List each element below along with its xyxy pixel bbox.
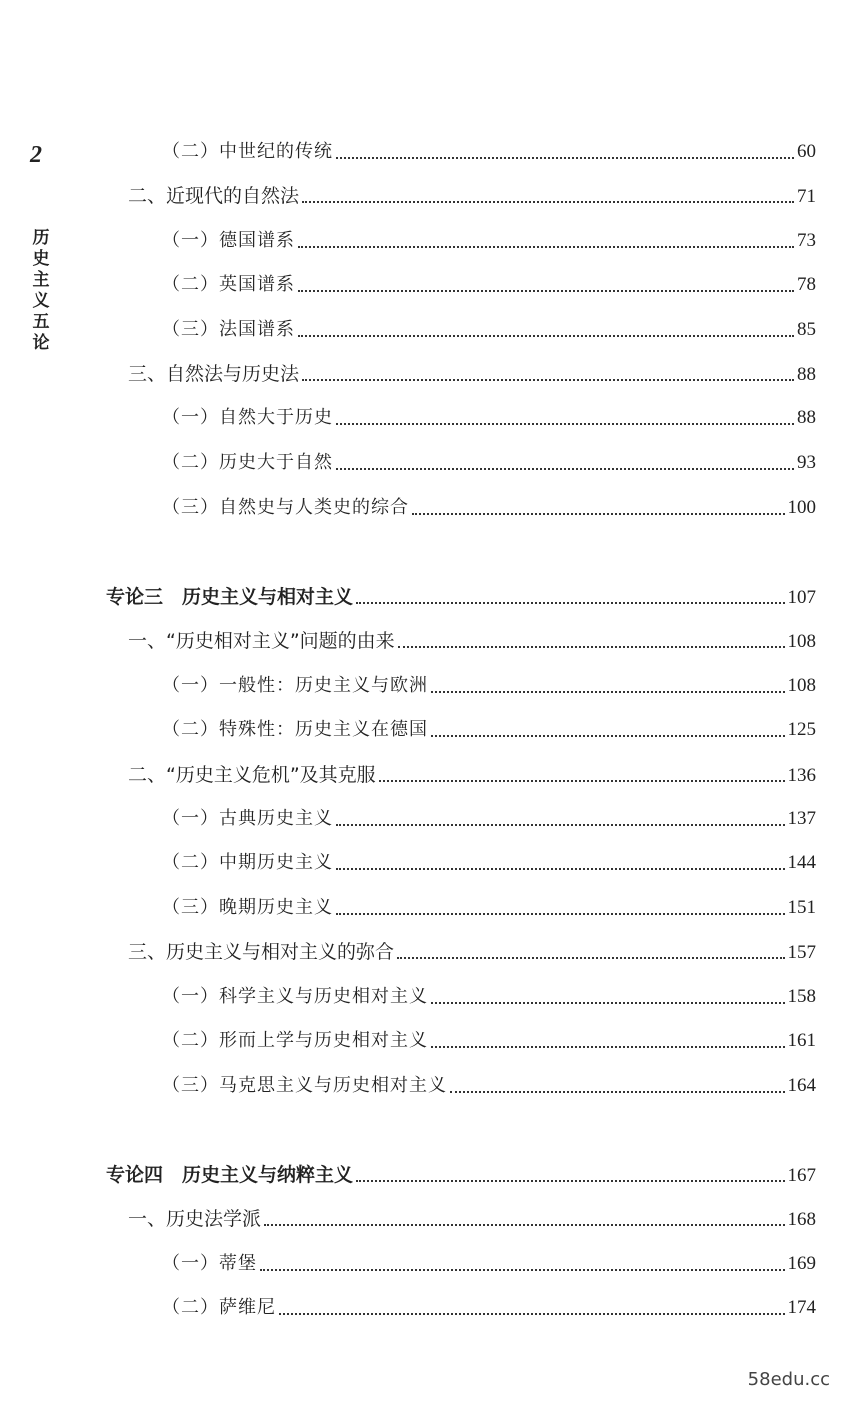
toc-entry-title: 二、近现代的自然法 — [128, 185, 300, 207]
dot-leader — [279, 1312, 785, 1315]
toc-entry-title: 专论四 历史主义与纳粹主义 — [106, 1164, 354, 1186]
toc-entry-title: 专论三 历史主义与相对主义 — [106, 586, 354, 608]
toc-entry-page: 88 — [797, 364, 816, 385]
toc-entry[interactable] — [162, 1071, 816, 1101]
toc-entry[interactable] — [162, 448, 816, 478]
toc-entry[interactable] — [162, 226, 816, 256]
dot-leader — [336, 422, 794, 425]
toc-entry-title: （二）特殊性：历史主义在德国 — [162, 719, 428, 740]
toc-entry[interactable] — [162, 403, 816, 433]
toc-entry-page: 151 — [787, 897, 816, 918]
toc-entry[interactable] — [162, 1249, 816, 1279]
running-title: 历史主义五论 — [32, 228, 50, 353]
toc-entry-title: 一、“历史相对主义”问题的由来 — [128, 630, 395, 652]
dot-leader — [450, 1090, 785, 1093]
toc-entry[interactable] — [162, 137, 816, 167]
toc-entry-title: 三、历史主义与相对主义的弥合 — [128, 941, 395, 963]
toc-entry-page: 60 — [797, 141, 816, 162]
toc-entry[interactable] — [162, 982, 816, 1012]
dot-leader — [431, 1001, 785, 1004]
dot-leader — [356, 1179, 784, 1182]
toc-entry[interactable] — [162, 715, 816, 745]
toc-entry[interactable] — [162, 804, 816, 834]
dot-leader — [412, 512, 785, 515]
toc-entry-title: （一）自然大于历史 — [162, 407, 333, 428]
toc-entry-page: 169 — [787, 1253, 816, 1274]
dot-leader — [298, 245, 794, 248]
dot-leader — [356, 601, 784, 604]
dot-leader — [336, 823, 785, 826]
toc-entry[interactable] — [162, 1293, 816, 1323]
toc-entry[interactable] — [162, 893, 816, 923]
toc-entry[interactable] — [128, 1204, 816, 1234]
toc-entry[interactable] — [128, 626, 816, 656]
dot-leader — [398, 645, 785, 648]
toc-entry-title: （三）自然史与人类史的综合 — [162, 497, 409, 518]
toc-entry-title: （二）中世纪的传统 — [162, 141, 333, 162]
dot-leader — [336, 467, 794, 470]
dot-leader — [336, 867, 785, 870]
toc-entry[interactable] — [128, 181, 816, 211]
toc-entry-title: （一）科学主义与历史相对主义 — [162, 986, 428, 1007]
toc-entry-title: （二）萨维尼 — [162, 1297, 276, 1318]
toc-entry-title: （二）中期历史主义 — [162, 852, 333, 873]
toc-entry-title: （一）德国谱系 — [162, 230, 295, 251]
dot-leader — [302, 200, 794, 203]
toc-entry-title: （二）形而上学与历史相对主义 — [162, 1030, 428, 1051]
toc-entry-title: （二）历史大于自然 — [162, 452, 333, 473]
toc-entry[interactable] — [162, 315, 816, 345]
toc-entry[interactable] — [162, 1026, 816, 1056]
toc-entry[interactable] — [128, 359, 816, 389]
toc-entry-page: 174 — [787, 1297, 816, 1318]
toc-entry-page: 71 — [797, 186, 816, 207]
toc-entry-page: 107 — [787, 587, 816, 608]
dot-leader — [298, 289, 794, 292]
dot-leader — [431, 690, 785, 693]
toc-entry-page: 167 — [787, 1165, 816, 1186]
dot-leader — [431, 734, 785, 737]
toc-entry-page: 161 — [787, 1030, 816, 1051]
toc-entry-page: 108 — [787, 675, 816, 696]
toc-entry[interactable] — [106, 1160, 816, 1190]
dot-leader — [397, 956, 784, 959]
toc-entry-title: （二）英国谱系 — [162, 274, 295, 295]
dot-leader — [336, 156, 794, 159]
dot-leader — [260, 1268, 785, 1271]
toc-entry-page: 136 — [787, 765, 816, 786]
toc-entry-page: 93 — [797, 452, 816, 473]
toc-entry-page: 85 — [797, 319, 816, 340]
toc-entry-page: 78 — [797, 274, 816, 295]
toc-entry[interactable] — [162, 671, 816, 701]
watermark: 58edu.cc — [747, 1369, 830, 1390]
toc-entry-page: 158 — [787, 986, 816, 1007]
toc-entry-title: 二、“历史主义危机”及其克服 — [128, 764, 376, 786]
dot-leader — [298, 334, 794, 337]
toc-entry-page: 100 — [787, 497, 816, 518]
toc-entry-title: （三）马克思主义与历史相对主义 — [162, 1075, 447, 1096]
toc-entry[interactable] — [128, 937, 816, 967]
toc-entry-title: （一）蒂堡 — [162, 1253, 257, 1274]
dot-leader — [336, 912, 785, 915]
toc-entry[interactable] — [128, 760, 816, 790]
toc-entry-title: （一）一般性：历史主义与欧洲 — [162, 675, 428, 696]
toc-entry-page: 144 — [787, 852, 816, 873]
toc-entry[interactable] — [162, 493, 816, 523]
toc-entry-page: 168 — [787, 1209, 816, 1230]
dot-leader — [264, 1223, 784, 1226]
dot-leader — [302, 378, 794, 381]
toc-entry-page: 73 — [797, 230, 816, 251]
toc-entry-title: （三）法国谱系 — [162, 319, 295, 340]
toc-entry[interactable] — [162, 270, 816, 300]
toc-entry-title: 三、自然法与历史法 — [128, 363, 300, 385]
toc-entry-page: 108 — [787, 631, 816, 652]
toc-entry-page: 137 — [787, 808, 816, 829]
toc-entry-title: 一、历史法学派 — [128, 1208, 262, 1230]
toc-entry[interactable] — [106, 582, 816, 612]
toc-entry-page: 164 — [787, 1075, 816, 1096]
toc-entry[interactable] — [162, 848, 816, 878]
toc-entry-title: （一）古典历史主义 — [162, 808, 333, 829]
toc-entry-title: （三）晚期历史主义 — [162, 897, 333, 918]
toc-entry-page: 125 — [787, 719, 816, 740]
toc-entry-page: 157 — [787, 942, 816, 963]
dot-leader — [379, 779, 785, 782]
page-number: 2 — [30, 142, 42, 168]
toc-entry-page: 88 — [797, 407, 816, 428]
dot-leader — [431, 1045, 785, 1048]
